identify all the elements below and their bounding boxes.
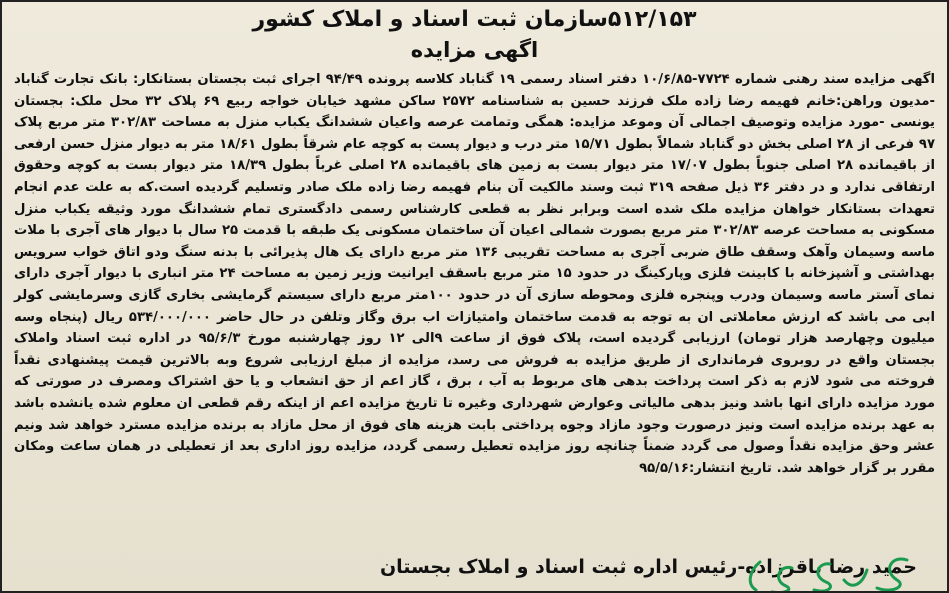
notice-body	[14, 69, 935, 479]
handwritten-mark-icon	[732, 550, 922, 593]
notice-paragraph: اگهی مزایده سند رهنی شماره ۷۷۲۴-۱۰/۶/۸۵ دفتر اسناد رسمی ۱۹ گناباد کلاسه پرونده ۹۴/۴۹ اجرای ثبت بجستان بستانکار: بانک تجارت گناباد -مدیون وراهن:خانم فهیمه رضا زاده ملک فرزند حسین به شناسنامه ۲۵۷۲ ساکن مشهد خیابان خواجه ربیع ۶۹ پلاک ۳۲ محل ملک: بجستان یونسی -مورد مزایده وتوصیف اجمالی آن وموعد مزایده: همگی وتمامت عرصه واعیان ششدانگ یکباب منزل به مساحت ۳۰۲/۸۳ متر مربع پلاک ۹۷ فرعی از ۲۸ اصلی بخش دو گناباد شمالاً بطول ۱۵/۷۱ متر درب و دیوار پست به کوچه عام شرقاً بطول ۱۸/۶۱ متر به دیوار منزل حسن ارفعی از باقیمانده ۲۸ اصلی جنوباً بطول ۱۷/۰۷ متر دیوار بست به زمین های باقیمانده ۲۸ اصلی غرباً بطول ۱۸/۳۹ متر دیوار بست به کوچه وحقوق ارتفاقی ندارد و در دفتر ۳۶ ذیل صفحه ۳۱۹ ثبت وسند مالکیت آن بنام فهیمه رضا زاده ملک صادر وتسلیم گردیده است.که به علت عدم انجام تعهدات بستانکار خواهان مزایده ملک شده است وبرابر نظر به قطعی کارشناس رسمی دادگستری تمام ششدانگ مورد وثیقه یکباب منزل مسکونی به مساحت عرصه ۳۰۲/۸۳ متر مربع بصورت شمالی اعیان آن ساختمان مسکونی یک طبقه با قدمت ۲۵ سال با دیوار های آجری با ملات ماسه وسیمان وآهک وسقف طاق ضربی آجری به مساحت تقریبی ۱۳۶ متر مربع دارای یک هال پذیرائی با بدنه سنگ ودو اتاق خواب سرویس بهداشتی و آشپزخانه با کابینت فلزی وپارکینگ در حدود ۱۵ متر مربع باسقف ایرانیت وزیر زمین به مساحت ۲۴ متر انباری با دیوار آجری دارای نمای آستر ماسه وسیمان ودرب وپنجره فلزی ومحوطه سازی آن در حدود ۱۰۰متر مربع دارای سیستم گرمایشی بخاری گازی وسرمایشی کولر ابی می باشد که ارزش معاملاتی ان به توجه به قدمت ساختمان وامتیازات اب برق وگاز وتلفن در حال حاضر ۵۳۴/۰۰۰/۰۰۰ ریال (پنجاه وسه میلیون وچهارصد هزار تومان) ارزیابی گردیده است، پلاک فوق از ساعت ۹الی ۱۲ روز چهارشنبه مورخ ۹۵/۶/۳ در اداره ثبت اسناد واملاک بجستان واقع در روبروی فرمانداری از طریق مزایده به فروش می رسد، مزایده از مبلغ ارزیابی شروع وبه بالاترین قیمت پیشنهادی نقداً فروخته می شود لازم به ذکر است پرداخت بدهی های مربوط به آب ، برق ، گاز اعم از حق انشعاب و یا حق اشتراک ومصرف در صورتی که مورد مزایده دارای انها باشد ونیز بدهی مالیاتی وعوارض شهرداری وغیره تا تاریخ مزایده اعم از اینکه رقم قطعی ان معلوم شده یانشده باشد به عهد برنده مزایده است ونیز درصورت وجود مازاد وجوه پرداختی بابت هزینه های فوق از محل مازاد به برنده مزایده مسترد خواهد شد ونیم عشر وحق مزایده نقداً وصول می گردد ضمناً چنانچه روز مزایده تعطیل رسمی گردد، مزایده روز اداری بعد از تعطیلی در همان ساعت ومکان مقرر بر گزار خواهد شد. تاریخ انتشار:۹۵/۵/۱۶	[14, 72, 936, 476]
notice-title: اگهی مزایده	[410, 38, 539, 62]
signature-line: حمید رضا باقرزاده-رئیس اداره ثبت اسناد و املاک بجستان	[379, 556, 917, 578]
organization-title: ۵۱۲/۱۵۳سازمان ثبت اسناد و املاک کشور	[252, 7, 697, 32]
